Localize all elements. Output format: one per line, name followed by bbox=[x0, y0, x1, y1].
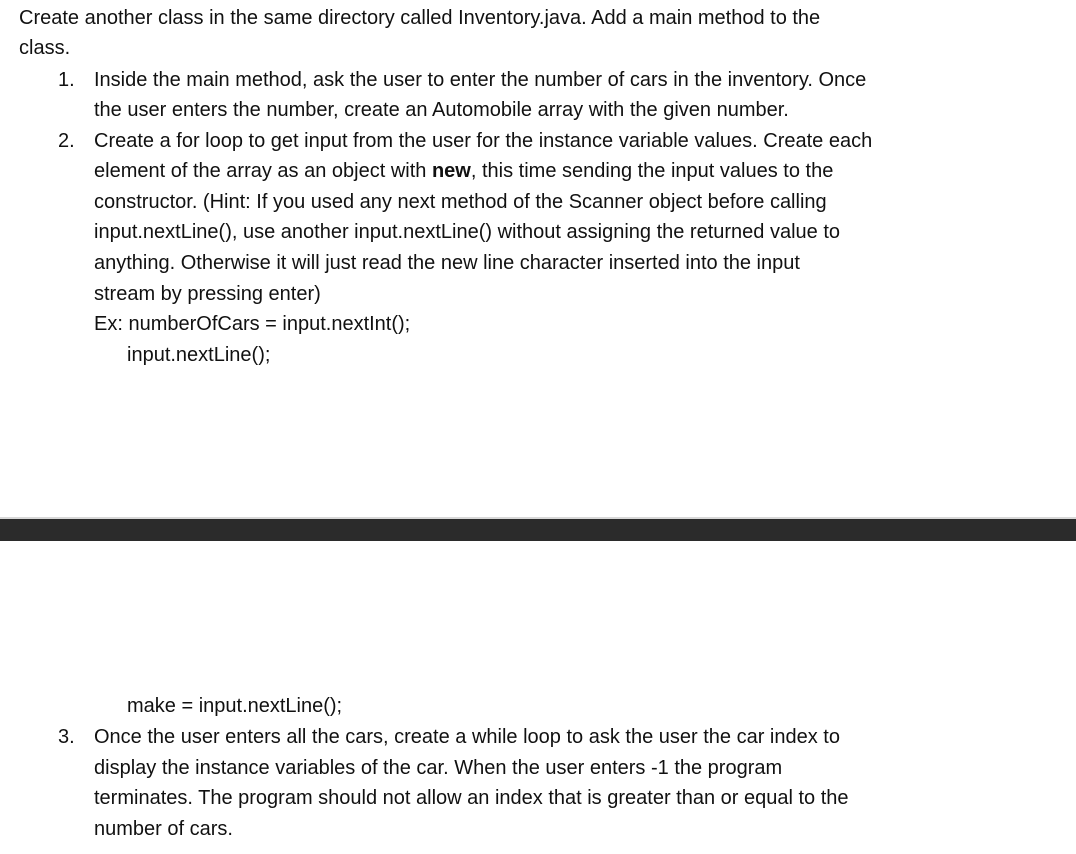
keyword-new: new bbox=[431, 160, 471, 182]
item-2-line-2-tail: , this time sending the input values to the bbox=[470, 160, 834, 182]
item-3-number: 3. bbox=[58, 726, 75, 748]
item-2-line-2 bbox=[94, 157, 833, 185]
item-3-line-1: Once the user enters all the cars, create a while loop to ask the user the car index to bbox=[94, 726, 840, 748]
item-3-line-3: terminates. The program should not allow an index that is greater than or equal to the bbox=[94, 787, 849, 809]
item-1-number: 1. bbox=[58, 69, 75, 91]
divider-bar bbox=[0, 517, 1076, 541]
code-example-line-2: input.nextLine(); bbox=[127, 344, 271, 366]
item-2-line-5: anything. Otherwise it will just read the new line character inserted into the input bbox=[94, 252, 800, 274]
item-2-line-3: constructor. (Hint: If you used any next method of the Scanner object before calling bbox=[94, 191, 827, 213]
intro-line-1: Create another class in the same directory called Inventory.java. Add a main method to the bbox=[19, 7, 821, 29]
code-example-line-3: make = input.nextLine(); bbox=[127, 695, 343, 717]
intro-line-2: class. bbox=[19, 37, 71, 59]
item-2-line-1: Create a for loop to get input from the user for the instance variable values. Create each bbox=[94, 130, 873, 152]
item-2-line-6: stream by pressing enter) bbox=[94, 283, 321, 305]
item-2-number: 2. bbox=[58, 130, 75, 152]
item-2-line-2-text: element of the array as an object with bbox=[94, 160, 432, 182]
item-1-line-2: the user enters the number, create an Automobile array with the given number. bbox=[94, 99, 789, 121]
item-3-line-4: number of cars. bbox=[94, 818, 233, 840]
code-example-line-1: Ex: numberOfCars = input.nextInt(); bbox=[94, 313, 411, 335]
item-3-line-2: display the instance variables of the car. When the user enters -1 the program bbox=[94, 757, 783, 779]
item-2-line-4: input.nextLine(), use another input.nextLine() without assigning the returned value to bbox=[94, 221, 841, 243]
item-1-line-1: Inside the main method, ask the user to enter the number of cars in the inventory. Once bbox=[94, 69, 867, 91]
